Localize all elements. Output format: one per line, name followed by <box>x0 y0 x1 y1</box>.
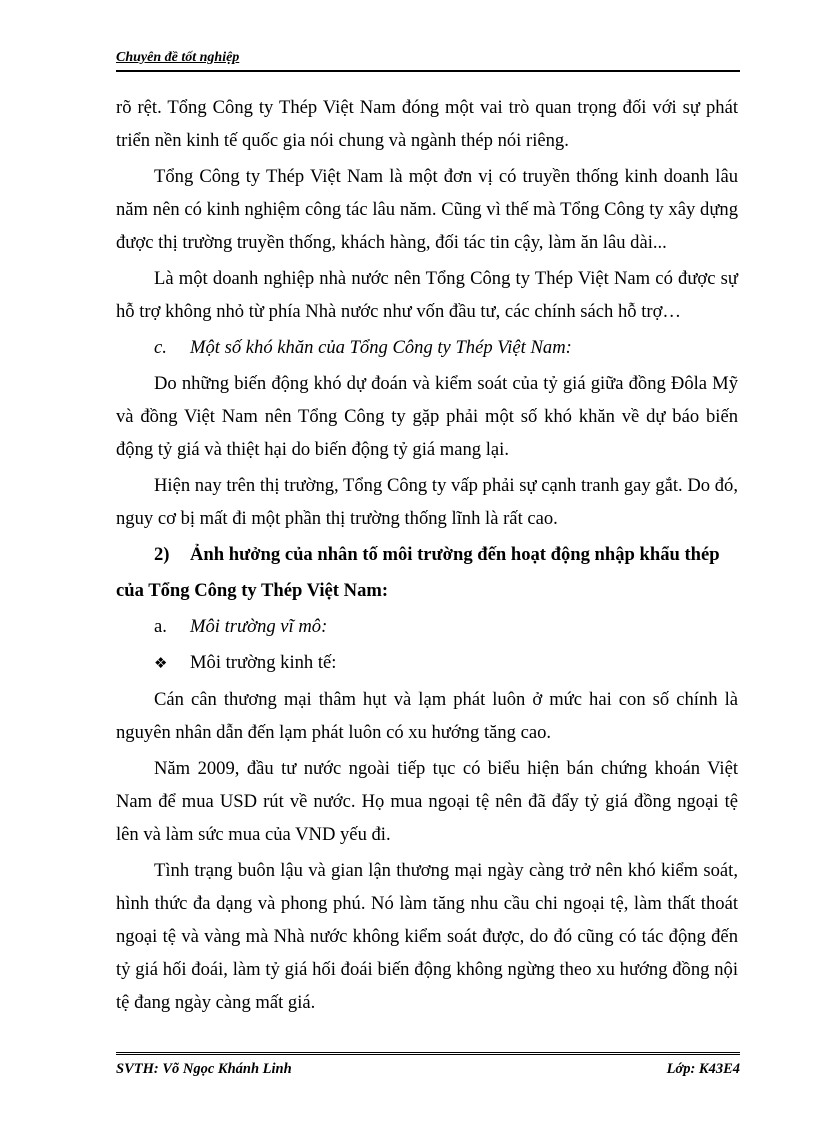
footer-class: Lớp: K43E4 <box>666 1061 740 1077</box>
diamond-bullet-icon: ❖ <box>154 654 168 672</box>
section-2-line-1: Ảnh hưởng của nhân tố môi trường đến hoạt động nhập khẩu thép <box>190 544 720 565</box>
paragraph-5: Hiện nay trên thị trường, Tổng Công ty vấp phải sự cạnh tranh gay gắt. Do đó, nguy cơ bị mất đi một phần thị trường thống lĩnh là rất cao. <box>116 475 738 529</box>
heading-a-marker: a. <box>154 616 167 637</box>
section-2-marker: 2) <box>154 544 170 565</box>
bullet-text: Môi trường kinh tế: <box>190 652 337 673</box>
paragraph-6: Cán cân thương mại thâm hụt và lạm phát luôn ở mức hai con số chính là nguyên nhân dẫn đến lạm phát luôn có xu hướng tăng cao. <box>116 689 738 743</box>
page-footer <box>116 1052 740 1079</box>
paragraph-3: Là một doanh nghiệp nhà nước nên Tổng Công ty Thép Việt Nam có được sự hỗ trợ không nhỏ từ phía Nhà nước như vốn đầu tư, các chính sách hỗ trợ… <box>116 268 738 322</box>
section-2-line-2: của Tổng Công ty Thép Việt Nam: <box>116 580 389 601</box>
paragraph-1: rõ rệt. Tổng Công ty Thép Việt Nam đóng một vai trò quan trọng đối với sự phát triển nền kinh tế quốc gia nói chung và ngành thép nói riêng. <box>116 97 738 151</box>
heading-a <box>116 610 738 643</box>
document-body <box>116 91 738 1022</box>
heading-c-marker: c. <box>154 337 167 358</box>
paragraph-8: Tình trạng buôn lậu và gian lận thương mại ngày càng trở nên khó kiểm soát, hình thức đa dạng và phong phú. Nó làm tăng nhu cầu chi ngoại tệ, làm thất thoát ngoại tệ và vàng mà Nhà nước không kiểm soát được, do đó cũng có tác động đến tỷ giá hối đoái, làm tỷ giá hối đoái biến động không ngừng theo xu hướng đồng nội tệ đang ngày càng mất giá. <box>116 860 738 1013</box>
section-2-heading <box>116 538 738 571</box>
page-header <box>116 50 740 72</box>
heading-c <box>116 331 738 364</box>
paragraph-7: Năm 2009, đầu tư nước ngoài tiếp tục có biểu hiện bán chứng khoán Việt Nam để mua USD rút về nước. Họ mua ngoại tệ nên đã đẩy tỷ giá đồng ngoại tệ lên và làm sức mua của VND yếu đi. <box>116 758 738 845</box>
footer-student: SVTH: Võ Ngọc Khánh Linh <box>116 1061 292 1077</box>
paragraph-4: Do những biến động khó dự đoán và kiểm soát của tỷ giá giữa đồng Đôla Mỹ và đồng Việt Nam nên Tổng Công ty gặp phải một số khó khăn về dự báo biến động tỷ giá và thiệt hại do biến động tỷ giá mang lại. <box>116 373 738 460</box>
header-title: Chuyên đề tốt nghiệp <box>116 50 240 65</box>
paragraph-2: Tổng Công ty Thép Việt Nam là một đơn vị có truyền thống kinh doanh lâu năm nên có kinh nghiệm công tác lâu năm. Cũng vì thế mà Tổng Công ty xây dựng được thị trường truyền thống, khách hàng, đối tác tin cậy, làm ăn lâu dài... <box>116 166 738 253</box>
heading-a-text: Môi trường vĩ mô: <box>190 616 328 637</box>
bullet-economic-environment <box>116 646 738 680</box>
heading-c-text: Một số khó khăn của Tổng Công ty Thép Việt Nam: <box>190 337 572 358</box>
